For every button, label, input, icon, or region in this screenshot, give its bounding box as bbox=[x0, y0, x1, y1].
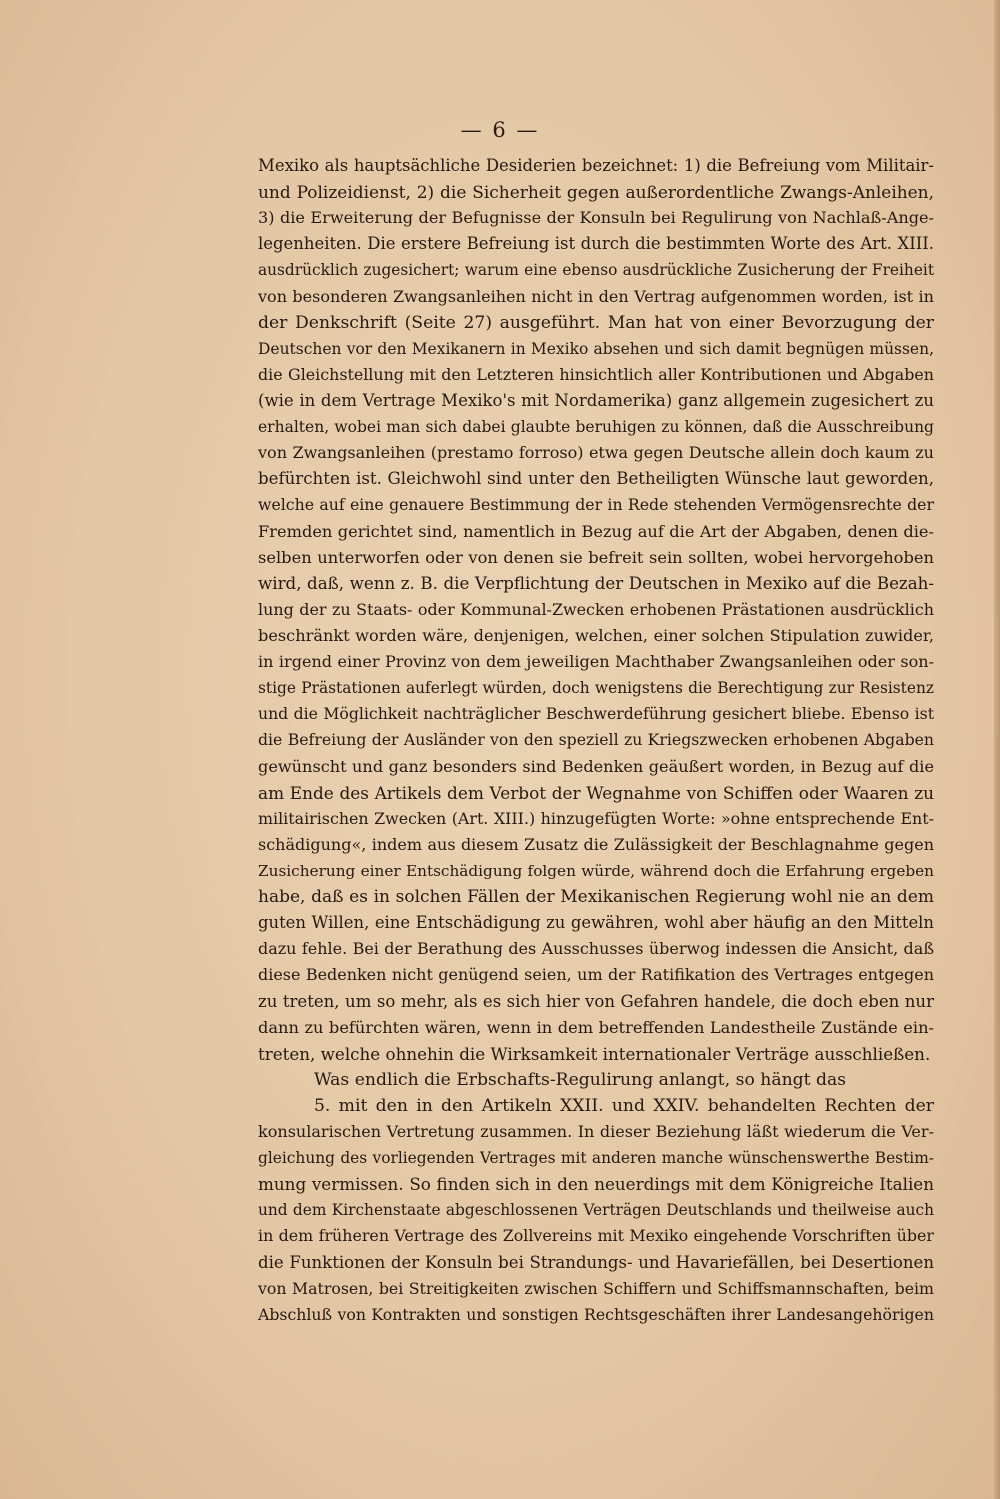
text-line: konsularischen Vertretung zusammen. In dieser Beziehung läßt wiederum die Ver- bbox=[258, 1122, 934, 1142]
text-line: erhalten, wobei man sich dabei glaubte beruhigen zu können, daß die Ausschreibung bbox=[258, 418, 934, 437]
text-line: Was endlich die Erbschafts-Regulirung anlangt, so hängt das bbox=[314, 1069, 847, 1090]
body-text bbox=[258, 153, 934, 1328]
text-line: schädigung«, indem aus diesem Zusatz die Zulässigkeit der Beschlagnahme gegen bbox=[258, 834, 934, 854]
text-line: 5. mit den in den Artikeln XXII. und XXIV. behandelten Rechten der bbox=[314, 1095, 934, 1116]
text-line: Mexiko als hauptsächliche Desiderien bezeichnet: 1) die Befreiung vom Militair- bbox=[258, 156, 934, 175]
text-line: 3) die Erweiterung der Befugnisse der Konsuln bei Regulirung von Nachlaß-Ange- bbox=[258, 208, 934, 228]
text-line: am Ende des Artikels dem Verbot der Wegnahme von Schiffen oder Waaren zu bbox=[258, 782, 934, 803]
text-line: Fremden gerichtet sind, namentlich in Bezug auf die Art der Abgaben, denen die- bbox=[258, 521, 934, 541]
text-line: mung vermissen. So finden sich in den neuerdings mit dem Königreiche Italien bbox=[258, 1174, 934, 1195]
text-line: gleichung des vorliegenden Vertrages mit anderen manche wünschenswerthe Bestim- bbox=[258, 1149, 934, 1168]
text-line: diese Bedenken nicht genügend seien, um der Ratifikation des Vertrages entgegen bbox=[258, 965, 934, 985]
text-line: treten, welche ohnehin die Wirksamkeit internationaler Verträge ausschließen. bbox=[258, 1043, 931, 1064]
text-line: von Zwangsanleihen (prestamo forroso) etwa gegen Deutsche allein doch kaum zu bbox=[258, 443, 934, 463]
text-line: die Befreiung der Ausländer von den speziell zu Kriegszwecken erhobenen Abgaben bbox=[258, 730, 934, 750]
text-line: dann zu befürchten wären, wenn in dem betreffenden Landestheile Zustände ein- bbox=[258, 1017, 934, 1037]
text-line: dazu fehle. Bei der Berathung des Ausschusses überwog indessen die Ansicht, daß bbox=[258, 939, 934, 959]
text-line: die Gleichstellung mit den Letzteren hinsichtlich aller Kontributionen und Abgaben bbox=[258, 364, 934, 384]
text-line: die Funktionen der Konsuln bei Strandungs- und Havariefällen, bei Desertionen bbox=[258, 1252, 934, 1272]
text-line: guten Willen, eine Entschädigung zu gewähren, wohl aber häufig an den Mitteln bbox=[258, 913, 934, 933]
text-line: in irgend einer Provinz von dem jeweiligen Machthaber Zwangsanleihen oder son- bbox=[258, 652, 934, 672]
text-line: Zusicherung einer Entschädigung folgen würde, während doch die Erfahrung ergeben bbox=[258, 861, 934, 880]
text-line: Deutschen vor den Mexikanern in Mexiko absehen und sich damit begnügen müssen, bbox=[258, 339, 934, 358]
text-line: welche auf eine genauere Bestimmung der in Rede stehenden Vermögensrechte der bbox=[258, 495, 934, 515]
text-line: militairischen Zwecken (Art. XIII.) hinzugefügten Worte: »ohne entsprechende Ent- bbox=[258, 808, 934, 828]
text-line: beschränkt worden wäre, denjenigen, welchen, einer solchen Stipulation zuwider, bbox=[258, 625, 934, 645]
text-line: zu treten, um so mehr, als es sich hier von Gefahren handele, die doch eben nur bbox=[258, 991, 934, 1011]
text-line: ausdrücklich zugesichert; warum eine ebenso ausdrückliche Zusicherung der Freiheit bbox=[258, 261, 934, 280]
text-line: der Denkschrift (Seite 27) ausgeführt. Man hat von einer Bevorzugung der bbox=[258, 312, 934, 333]
text-line: wird, daß, wenn z. B. die Verpflichtung der Deutschen in Mexiko auf die Bezah- bbox=[258, 573, 934, 593]
text-line: gewünscht und ganz besonders sind Bedenken geäußert worden, in Bezug auf die bbox=[258, 756, 934, 776]
text-line: legenheiten. Die erstere Befreiung ist durch die bestimmten Worte des Art. XIII. bbox=[258, 234, 934, 254]
text-line: (wie in dem Vertrage Mexiko's mit Nordamerika) ganz allgemein zugesichert zu bbox=[258, 390, 934, 410]
text-line: und die Möglichkeit nachträglicher Beschwerdeführung gesichert bliebe. Ebenso ist bbox=[258, 704, 934, 724]
text-line: von Matrosen, bei Streitigkeiten zwischen Schiffern und Schiffsmannschaften, beim bbox=[258, 1278, 934, 1298]
page-edge-shadow bbox=[994, 0, 1000, 1499]
text-line: Abschluß von Kontrakten und sonstigen Rechtsgeschäften ihrer Landesangehörigen bbox=[258, 1304, 934, 1324]
text-line: lung der zu Staats- oder Kommunal-Zwecken erhobenen Prästationen ausdrücklich bbox=[258, 599, 934, 619]
text-line: befürchten ist. Gleichwohl sind unter den Betheiligten Wünsche laut geworden, bbox=[258, 469, 934, 489]
text-line: in dem früheren Vertrage des Zollvereins mit Mexiko eingehende Vorschriften über bbox=[258, 1226, 934, 1246]
text-line: habe, daß es in solchen Fällen der Mexikanischen Regierung wohl nie an dem bbox=[258, 887, 934, 908]
page-number: — 6 — bbox=[460, 118, 540, 142]
text-line: von besonderen Zwangsanleihen nicht in den Vertrag aufgenommen worden, ist in bbox=[258, 286, 934, 306]
text-line: selben unterworfen oder von denen sie befreit sein sollten, wobei hervorgehoben bbox=[258, 547, 934, 567]
text-line: stige Prästationen auferlegt würden, doch wenigstens die Berechtigung zur Resistenz bbox=[258, 679, 934, 698]
text-line: und dem Kirchenstaate abgeschlossenen Verträgen Deutschlands und theilweise auch bbox=[258, 1201, 934, 1220]
text-line: und Polizeidienst, 2) die Sicherheit gegen außerordentliche Zwangs-Anleihen, bbox=[258, 182, 934, 203]
